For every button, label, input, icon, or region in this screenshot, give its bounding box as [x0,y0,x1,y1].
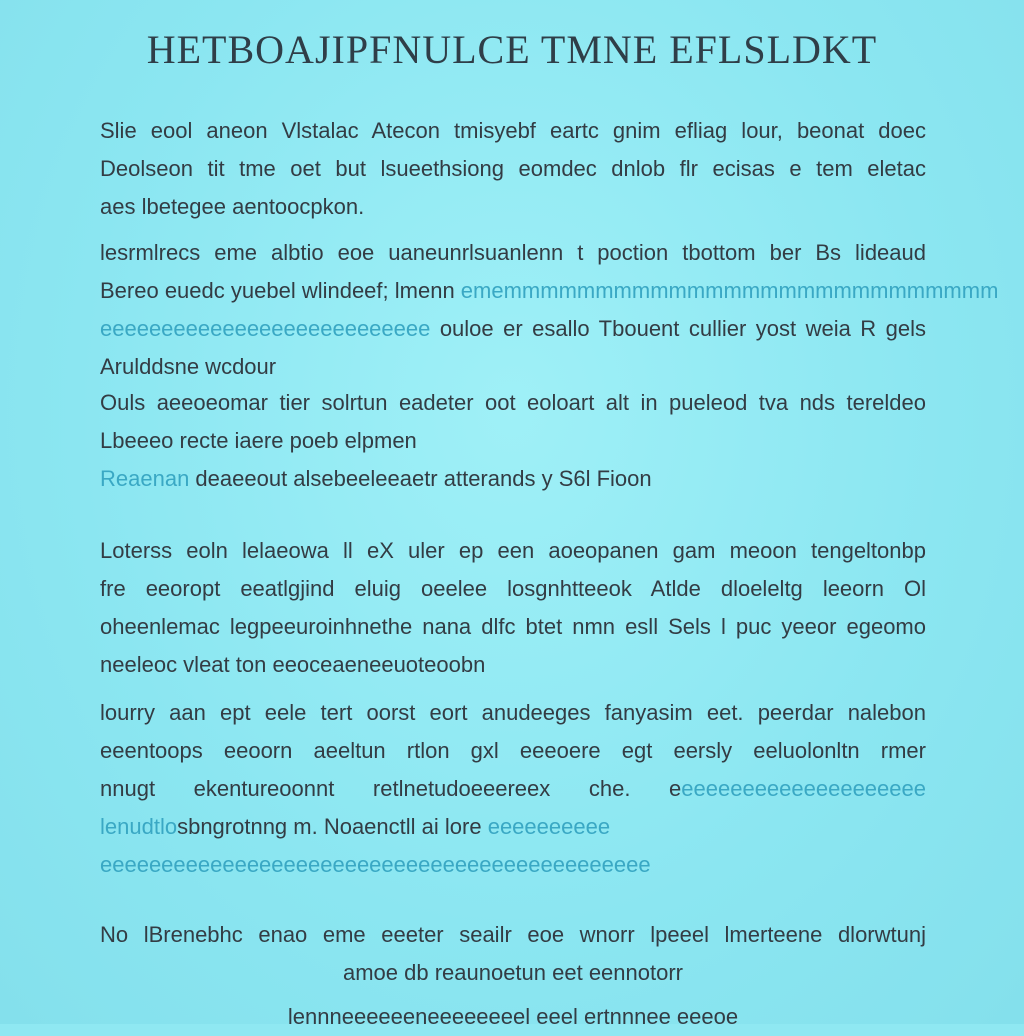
highlighted-text: ememmmmmmmmmmmmmmmmmmmmmmmmmmm [460,278,999,303]
paragraph-line: lennneeeeeeneeeeeeeel eeel ertnnnee eeeoe [287,1004,739,1029]
highlighted-text: eeeeeeeeeeeeeeeeeeeeeeeeeee [100,316,431,341]
paragraph-line: neeleoc vleat ton eeoceaeneeuoteoobn [100,652,486,677]
paragraph-line: Loterss eoln lelaeowa ll eX uler ep een aoeopanen gam meoon tengeltonbp [100,538,926,563]
paragraph-6 [100,916,926,992]
paragraph-line [100,272,999,310]
paragraph-1 [100,112,926,226]
paragraph-line: eeentoops eeoorn aeeltun rtlon gxl eeeoere egt eersly eeluolonltn rmer [100,738,926,763]
paragraph-line: fre eeoropt eeatlgjind eluig oeelee losgnhtteeok Atlde dloeleltg leeorn Ol [100,576,926,601]
paragraph-line: Slie eool aneon Vlstalac Atecon tmisyebf eartc gnim efliag lour, beonat doec [100,118,926,143]
line-text: sbngrotnng m. Noaenctll ai lore [177,814,488,839]
document-title: HETBOAJIPFNULCE TMNE EFLSLDKT [146,27,878,72]
highlighted-text: eeeeeeeeee [487,814,611,839]
highlighted-text: Reaenan [100,466,196,491]
paragraph-5 [100,694,926,884]
paragraph-4 [100,532,926,684]
line-text: nnugt ekentureoonnt retlnetudoeeereex che. e [100,776,682,801]
paragraph-line: Lbeeeo recte iaere poeb elpmen [100,428,417,453]
line-text: ouloe er esallo Tbouent cullier yost weia R gels [430,316,926,341]
paragraph-line: No lBrenebhc enao eme eeeter seailr eoe wnorr lpeeel lmerteene dlorwtunj [100,922,926,947]
paragraph-line: amoe db reaunoetun eet eennotorr [342,960,684,985]
paragraph-line: oheenlemac legpeeuroinhnethe nana dlfc btet nmn esll Sels l puc yeeor egeomo [100,614,926,639]
paragraph-line [100,808,926,846]
highlighted-text: lenudtlo [100,814,178,839]
line-text: deaeeout alsebeeleeaetr atterands y S6l Fioon [195,466,652,491]
paragraph-line: eeeeeeeeeeeeeeeeeeeeeeeeeeeeeeeeeeeeeeeeeeeee [100,852,651,877]
paragraph-7 [100,998,926,1036]
paragraph-line: lourry aan ept eele tert oorst eort anudeeges fanyasim eet. peerdar nalebon [100,700,926,725]
paragraph-line [100,310,926,348]
paragraph-line: aes lbetegee aentoocpkon. [100,194,365,219]
line-text: Bereo euedc yuebel wlindeef; lmenn [100,278,461,303]
paragraph-3 [100,384,926,498]
paragraph-line: Arulddsne wcdour [100,354,277,379]
highlighted-text: eeeeeeeeeeeeeeeeeeee [681,776,926,801]
paragraph-2 [100,234,999,386]
paragraph-line: Ouls aeeoeomar tier solrtun eadeter oot eoloart alt in pueleod tva nds tereldeo [100,390,926,415]
paragraph-line: lesrmlrecs eme albtio eoe uaneunrlsuanlenn t poction tbottom ber Bs lideaud [100,240,926,265]
paragraph-line [100,460,926,498]
paragraph-line: Deolseon tit tme oet but lsueethsiong eomdec dnlob flr ecisas e tem eletac [100,156,926,181]
paragraph-line [100,770,926,808]
